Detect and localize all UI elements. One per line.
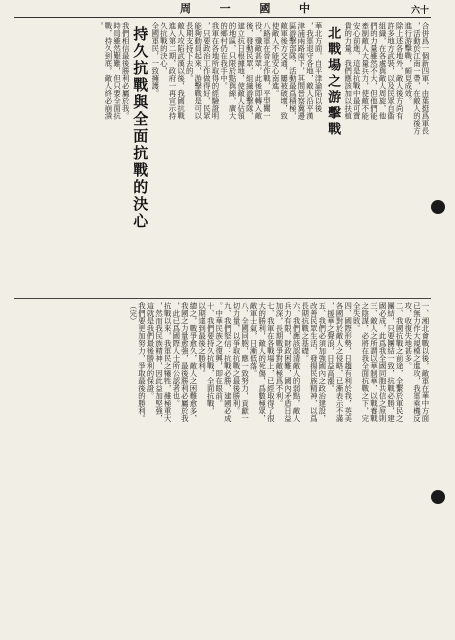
text-column: 總之，戰爭愈久，敵人之困難愈多，	[188, 302, 198, 422]
text-column: ，我軍退守各地，敵人沿平漢	[305, 22, 315, 120]
text-column: 兵力有限，財政困難，國內矛盾日益	[283, 302, 293, 422]
text-column: 七、我軍在各戰場上，已經取得了很	[266, 302, 276, 422]
text-column: 的鄉村仍在我手中。	[219, 22, 229, 90]
binding-hole	[431, 490, 445, 504]
text-column: 抗戰以來，我軍民之犧牲，雖極重大	[163, 302, 173, 422]
text-column: 時局雖然艱難，但只要全面抗	[112, 22, 122, 120]
text-column: 建立抗日根據地，使敵人佔領	[236, 22, 246, 120]
text-column: 敵軍後方交通，屢被破壞，致	[279, 22, 289, 120]
text-column: 我軍在各地所取得的經驗證明	[210, 22, 220, 120]
text-column: ，然而我民族精神，因此益加堅強，	[154, 302, 164, 422]
text-column: 合併爲一個新四軍，由葉挺爲軍長	[421, 22, 430, 135]
top-section	[16, 22, 429, 294]
text-column: 國必成，此爲我全國同胞共信之原則	[378, 302, 388, 422]
text-column: 改善民眾生活，發揚民族精神，以爲	[309, 302, 319, 422]
title-char: 周	[180, 2, 191, 15]
text-column: 四、國際形勢，日趨有利於我，英美	[343, 302, 353, 422]
text-column: 能夠動員起來，游擊戰是可以	[193, 22, 203, 120]
text-column: 我們要更加努力，爭取最後的勝利。	[137, 302, 147, 422]
text-column: 加深，長期戰爭對敵極爲不利。	[274, 302, 284, 407]
text-column: 牽制敵人大量兵力，使敵不能	[360, 22, 370, 120]
text-column: 敵人攻陷武漢以後，我國抗戰	[176, 22, 186, 120]
text-column: 二、我國抗戰之前途，全繫於軍民之	[395, 302, 405, 422]
headline-north-guerrilla: 北戰場之游擊戰	[325, 26, 341, 138]
text-column: 。中華民族之復興，即在眼前。	[214, 302, 224, 407]
text-column: 切力量，以爭取抗戰之最後勝利。	[231, 302, 241, 415]
text-column: 組織，在各處與敵人周旋，他	[378, 22, 388, 120]
text-column: 全失敗。	[352, 302, 362, 332]
text-column: 團結，只要團結一致，抗戰必勝，建	[386, 302, 396, 422]
text-column: 敵軍士氣，日漸低落。	[249, 302, 259, 377]
text-column: 。	[95, 22, 105, 30]
text-column: 十、我們要持久抗戰，全面抗戰，	[206, 302, 216, 415]
text-column: 的地區，只限於點與線，廣大	[228, 22, 238, 120]
text-column: ，援華之聲浪，日益高漲。	[326, 302, 336, 392]
text-column: 津浦兩路南下，其間晉察冀邊	[296, 22, 306, 120]
text-column: 華北方面，自平津淪陷以後	[314, 22, 324, 112]
text-column: 各國對於敵人之侵略，已漸表示不滿	[335, 302, 345, 422]
text-column: 這就是我們最後勝利的保證。	[146, 302, 155, 400]
header-rule	[14, 17, 431, 18]
section-divider	[14, 298, 431, 299]
headline-protracted-war: 持久抗戰與全面抗戰的決心	[131, 26, 150, 230]
bottom-section	[16, 302, 429, 632]
publication-title	[180, 2, 310, 16]
page-number: 六十	[410, 6, 429, 16]
text-column: 全國軍民，一致擁護。	[150, 22, 160, 97]
text-column: 進入第二期，政府一再宣示持	[167, 22, 177, 120]
title-char: 國	[259, 2, 271, 15]
text-column: 戰，持久到底，敵人終必崩潰	[104, 22, 113, 120]
text-column: 久抗戰的決心，	[159, 22, 169, 75]
text-column: ，此已爲國際人士所公認者也。	[171, 302, 181, 407]
text-column: 我國之力量愈強，最後勝利必屬於我	[180, 302, 190, 422]
text-column: 使敵人不能安心南進。	[271, 22, 281, 97]
text-column: 長期支持下去的。	[185, 22, 195, 82]
text-column: 大的勝利，敵人的死傷，爲數極眾，	[257, 302, 267, 422]
text-column: 我們相信最後勝利必屬於我。	[121, 22, 131, 120]
text-column: 一、湘北會戰以後，敵軍在華中方面	[421, 302, 430, 422]
text-column: 八路軍在晉北作戰，平型關一	[262, 22, 272, 120]
text-column: 進行游擊戰，頗見成效。	[403, 22, 413, 105]
text-column: 貴的力量。我們應該加以扶植	[343, 22, 353, 120]
title-char: 中	[298, 2, 310, 15]
text-column: 後，發動民眾，組織游擊隊，	[245, 22, 255, 120]
text-column: 三、敵人之所謂以華制華，以戰養戰	[369, 302, 379, 422]
text-column: 八、全國同胞，應一致努力，貢獻一	[240, 302, 250, 422]
text-column: 九、我們堅信：抗戰必勝，建國必成	[223, 302, 233, 422]
binding-hole	[431, 200, 445, 214]
text-column: 區游擊部隊，活動最爲積極，	[288, 22, 298, 120]
text-column: 役，殲敵甚眾，此後即轉入敵	[253, 22, 263, 120]
text-column: 許多地方武裝，以及民眾自衞	[386, 22, 396, 120]
text-column: 除上述各地外，敵人後方尚有	[395, 22, 405, 120]
text-column: 攻，收復失地甚多。	[403, 302, 413, 370]
text-column: ，只要政治工作做得好，民眾	[202, 22, 212, 120]
text-column: 五、我們必須加強國內之政治建設，	[317, 302, 327, 422]
text-column: ，活動於江南一帶，在敵人的後方	[412, 22, 422, 135]
title-char: 一	[219, 2, 231, 15]
text-column: 之陰謀，必將在我全面抗戰之下，完	[360, 302, 370, 422]
text-column: 以期達到最後之勝利。	[197, 302, 207, 377]
text-column: 長期抗戰之基礎。	[300, 302, 310, 362]
text-column: （完）	[128, 302, 138, 325]
text-column: 已無力作大規模之進攻，我軍乘機反	[412, 302, 422, 422]
text-column: 們的力量雖然不大，但他們能	[369, 22, 379, 120]
text-column: 六、我們應該認清敵人的弱點，敵人	[292, 302, 302, 422]
text-column: 安心前進，這是抗戰中最可寶	[352, 22, 362, 120]
